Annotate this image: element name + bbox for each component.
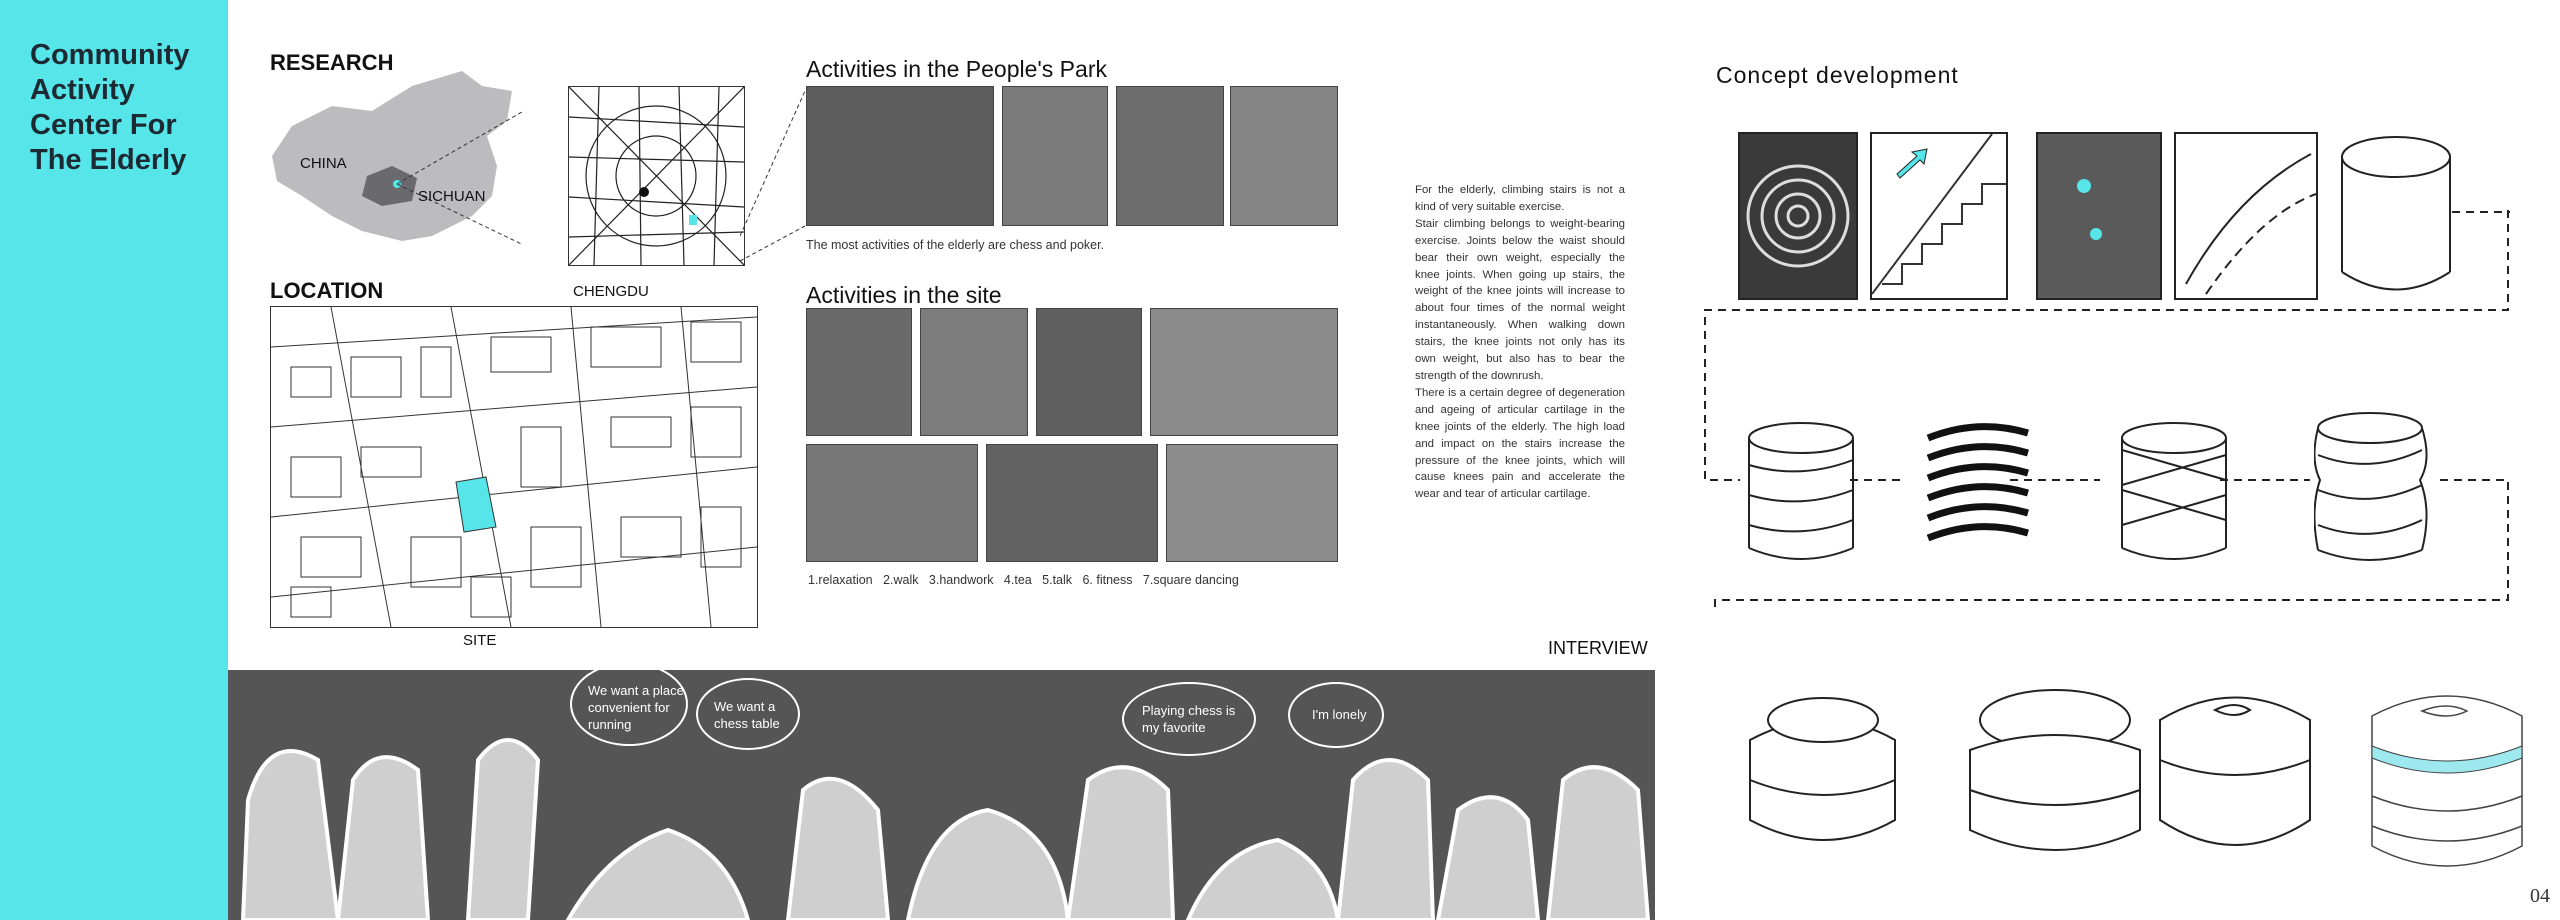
chengdu-map [568,86,745,266]
paragraph-line: Stair climbing belongs to weight-bearing exercise. Joints below the waist should bear their own weight, especially the knee joints. When going up stairs, the weight of the knee joints will increase to about four times of the normal weight instantaneously. When walking down stairs, the knee joints not only has its own weight, but also has to bear the strength of the downrush. [1415,217,1625,382]
location-heading: LOCATION [270,278,384,303]
site-label: SITE [463,632,497,649]
site-photo [806,444,978,562]
cylinder-spiral-sketch [1745,420,1865,570]
speech-bubble: Playing chess is my favorite [1122,682,1256,756]
page-number: 04 [2530,885,2550,907]
interview-panel [228,670,1655,920]
site-photo [986,444,1158,562]
stacked-form-1 [1745,680,1905,860]
concept-title: Concept development [1716,62,1959,88]
poster-title: Community Activity Center For The Elderly [30,39,190,176]
site-photo [1036,308,1142,436]
park-connector [740,86,810,266]
paragraph-line: For the elderly, climbing stairs is not a kind of very suitable exercise. [1415,184,1625,213]
park-photo [1116,86,1224,226]
wave-cylinder-sketch [2314,410,2434,570]
park-photo [806,86,994,226]
china-label: CHINA [300,155,347,172]
city-center-dot [639,187,649,197]
site-highlight [456,477,496,532]
stacked-form-3 [2150,680,2320,870]
chengdu-label: CHENGDU [573,283,649,300]
park-photo [1230,86,1338,226]
stacked-form-2 [1965,680,2145,870]
elderly-stairs-paragraph [1415,182,1625,503]
paragraph-line: There is a certain degree of degeneration and ageing of articular cartilage in the knee joints of the elderly. The high load and impact on the stairs increase the pressure of the knee joints, which will cause knees pain and accelerate the wear and tear of articular cartilage. [1415,386,1625,501]
site-marker [689,215,697,225]
site-photo [920,308,1028,436]
research-heading: RESEARCH [270,50,394,75]
site-photo [806,308,912,436]
speech-bubble: I'm lonely [1288,682,1384,748]
site-activities-title: Activities in the site [806,282,1002,308]
interview-heading: INTERVIEW [1548,638,1648,658]
speech-bubble: We want a chess table [696,678,800,750]
park-photo [1002,86,1108,226]
site-map [270,306,758,628]
peoples-park-caption: The most activities of the elderly are chess and poker. [806,238,1105,252]
final-form-render [2362,676,2532,876]
sichuan-label: SICHUAN [418,188,486,205]
spring-sketch [1918,418,2038,568]
site-photo [1166,444,1338,562]
interview-people [228,670,1655,920]
site-photo [1150,308,1338,436]
peoples-park-title: Activities in the People's Park [806,56,1107,82]
speech-bubble: We want a place convenient for running [570,662,688,746]
twisted-cylinder-sketch [2118,420,2238,570]
site-activities-caption: 1.relaxation 2.walk 3.handwork 4.tea 5.talk 6. fitness 7.square dancing [808,573,1239,587]
